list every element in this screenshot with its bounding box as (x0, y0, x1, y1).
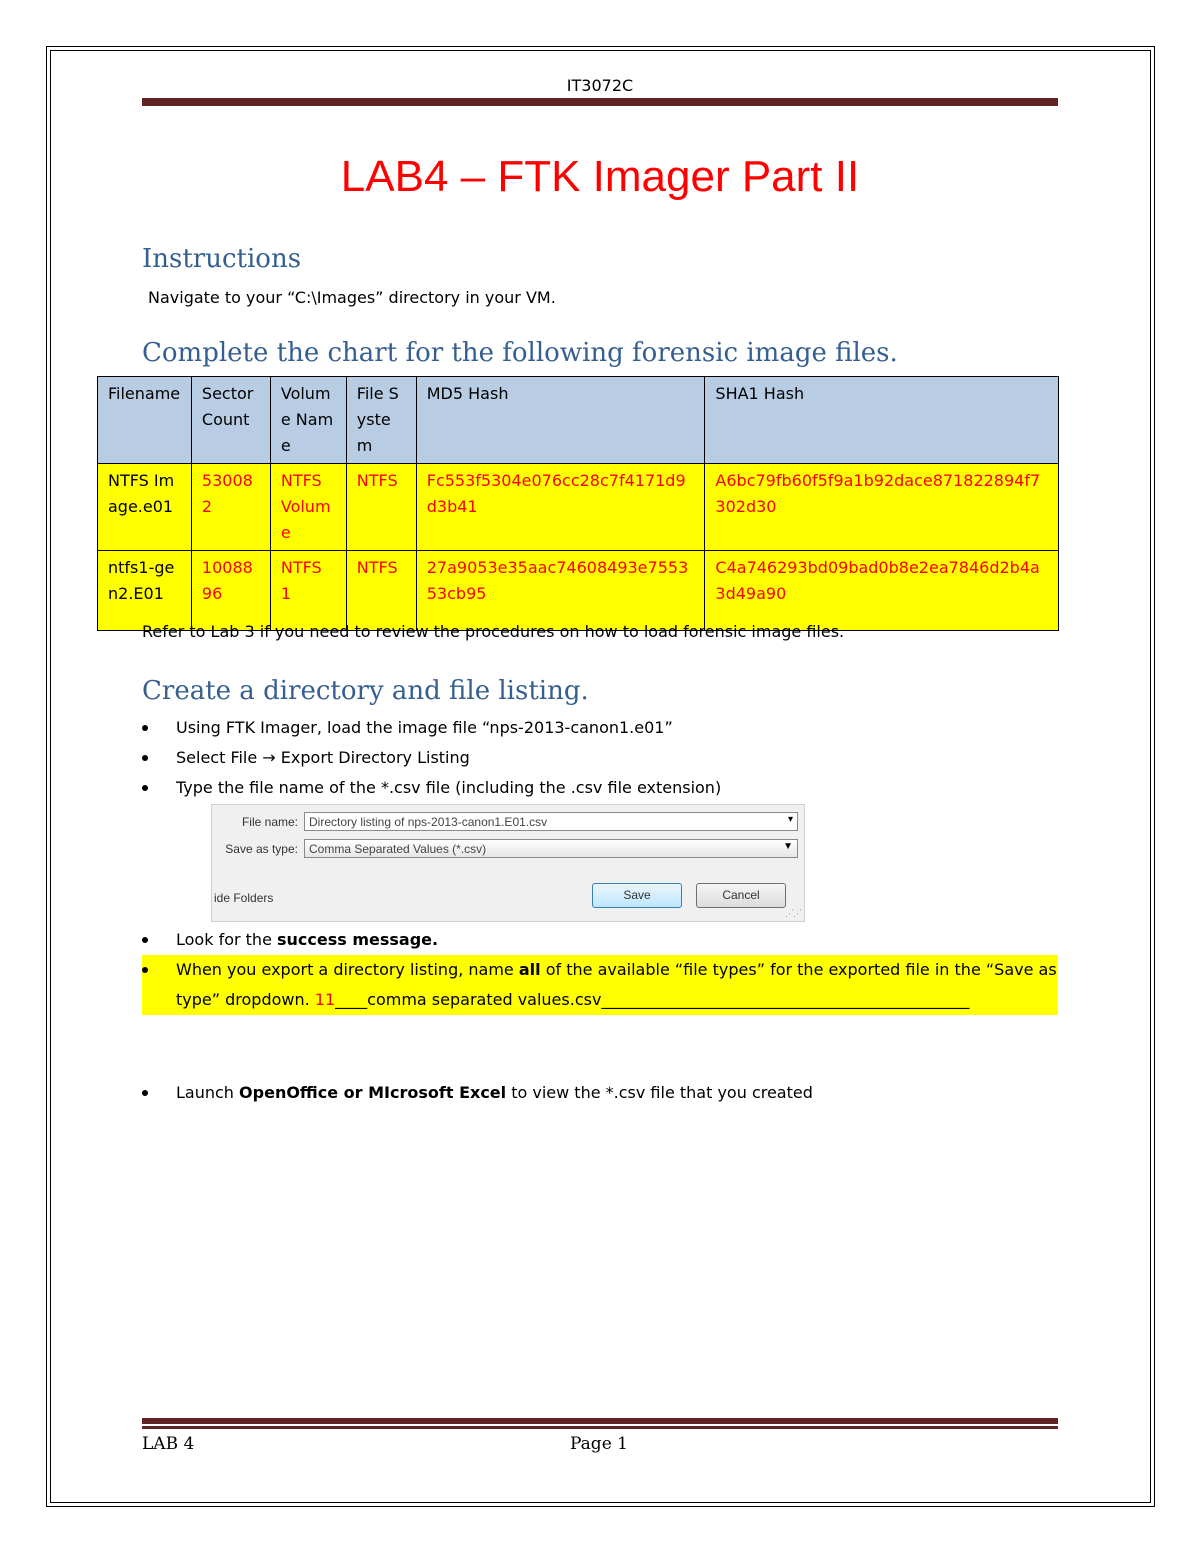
cell-md5: Fc553f5304e076cc28c7f4171d9d3b41 (416, 464, 705, 551)
table-header-row (98, 377, 1059, 464)
bullet-icon (142, 937, 148, 943)
column-header: Sector Count (191, 377, 270, 464)
step-emphasis: all (518, 960, 541, 979)
instructions-text: Navigate to your “C:\Images” directory in your VM. (148, 288, 556, 307)
step-text: When you export a directory listing, name (176, 960, 519, 979)
step-text: of the available “file types” for the exported file in the “Save as type” dropdown. (176, 960, 1057, 1009)
step-text: Using FTK Imager, load the image file “nps-2013-canon1.e01” (176, 718, 673, 737)
list-item-highlighted (142, 955, 1058, 1015)
steps-list (142, 713, 1058, 803)
chart-heading: Complete the chart for the following forensic image files. (142, 338, 898, 368)
cell-filename: ntfs1-gen2.E01 (98, 551, 192, 631)
save-type-select[interactable] (304, 839, 798, 858)
list-item (142, 713, 1058, 743)
instructions-heading: Instructions (142, 244, 302, 274)
cancel-button[interactable]: Cancel (696, 883, 786, 908)
footer-page-number: Page 1 (570, 1434, 628, 1454)
create-heading: Create a directory and file listing. (142, 676, 589, 706)
cell-file-system: NTFS (346, 551, 416, 631)
column-header: File System (346, 377, 416, 464)
save-type-value: Comma Separated Values (*.csv) (309, 842, 487, 856)
header-rule (142, 98, 1058, 106)
step-text: Select File → Export Directory Listing (176, 748, 470, 767)
column-header: Filename (98, 377, 192, 464)
save-type-label: Save as type: (225, 842, 298, 856)
cell-sector-count: 530082 (191, 464, 270, 551)
cell-volume-name: NTFS 1 (270, 551, 346, 631)
hide-folders-label[interactable]: ide Folders (214, 891, 274, 905)
step-text: Type the file name of the *.csv file (including the .csv file extension) (176, 778, 722, 797)
list-item (142, 773, 1058, 803)
chevron-down-icon[interactable]: ▾ (787, 814, 793, 825)
chevron-down-icon[interactable]: ▼ (783, 841, 793, 852)
step-text: to view the *.csv file that you created (506, 1083, 813, 1102)
footer-rule (142, 1418, 1058, 1424)
footer-rule-thin (142, 1426, 1058, 1429)
table-row (98, 464, 1059, 551)
cell-filename: NTFS Image.e01 (98, 464, 192, 551)
file-name-value: Directory listing of nps-2013-canon1.E01.csv (309, 815, 548, 829)
bullet-icon (142, 785, 148, 791)
resize-grip-icon[interactable]: ⋰⋰ (785, 908, 801, 918)
step-emphasis: success message. (277, 930, 439, 949)
file-name-label: File name: (241, 815, 298, 829)
cell-volume-name: NTFS Volume (270, 464, 346, 551)
chart-note: Refer to Lab 3 if you need to review the procedures on how to load forensic image files. (142, 622, 845, 641)
column-header: SHA1 Hash (705, 377, 1059, 464)
file-name-field[interactable] (304, 812, 798, 831)
steps-list (142, 925, 1058, 1015)
step-text: Launch (176, 1083, 240, 1102)
footer-lab: LAB 4 (142, 1434, 195, 1454)
answer-text: 11 (314, 990, 336, 1009)
step-text: Look for the (176, 930, 277, 949)
bullet-icon (142, 725, 148, 731)
list-item (142, 1078, 1058, 1108)
cell-file-system: NTFS (346, 464, 416, 551)
steps-list (142, 1078, 1058, 1108)
forensic-image-table (97, 376, 1059, 631)
bullet-icon (142, 755, 148, 761)
header-course: IT3072C (566, 76, 634, 95)
list-item (142, 743, 1058, 773)
save-dialog-screenshot (211, 804, 805, 922)
cell-sha1: A6bc79fb60f5f9a1b92dace871822894f7302d30 (705, 464, 1059, 551)
bullet-icon (142, 1090, 148, 1096)
table-row (98, 551, 1059, 631)
cell-sha1: C4a746293bd09bad0b8e2ea7846d2b4a3d49a90 (705, 551, 1059, 631)
column-header: MD5 Hash (416, 377, 705, 464)
column-header: Volume Name (270, 377, 346, 464)
page-title: LAB4 – FTK Imager Part II (340, 152, 860, 201)
answer-blank: ____comma separated values.csv______________________________________________ (335, 990, 970, 1009)
cell-sector-count: 1008896 (191, 551, 270, 631)
step-emphasis: OpenOffice or MIcrosoft Excel (239, 1083, 507, 1102)
cell-md5: 27a9053e35aac74608493e755353cb95 (416, 551, 705, 631)
save-button[interactable]: Save (592, 883, 682, 908)
bullet-icon (142, 967, 148, 973)
list-item (142, 925, 1058, 955)
